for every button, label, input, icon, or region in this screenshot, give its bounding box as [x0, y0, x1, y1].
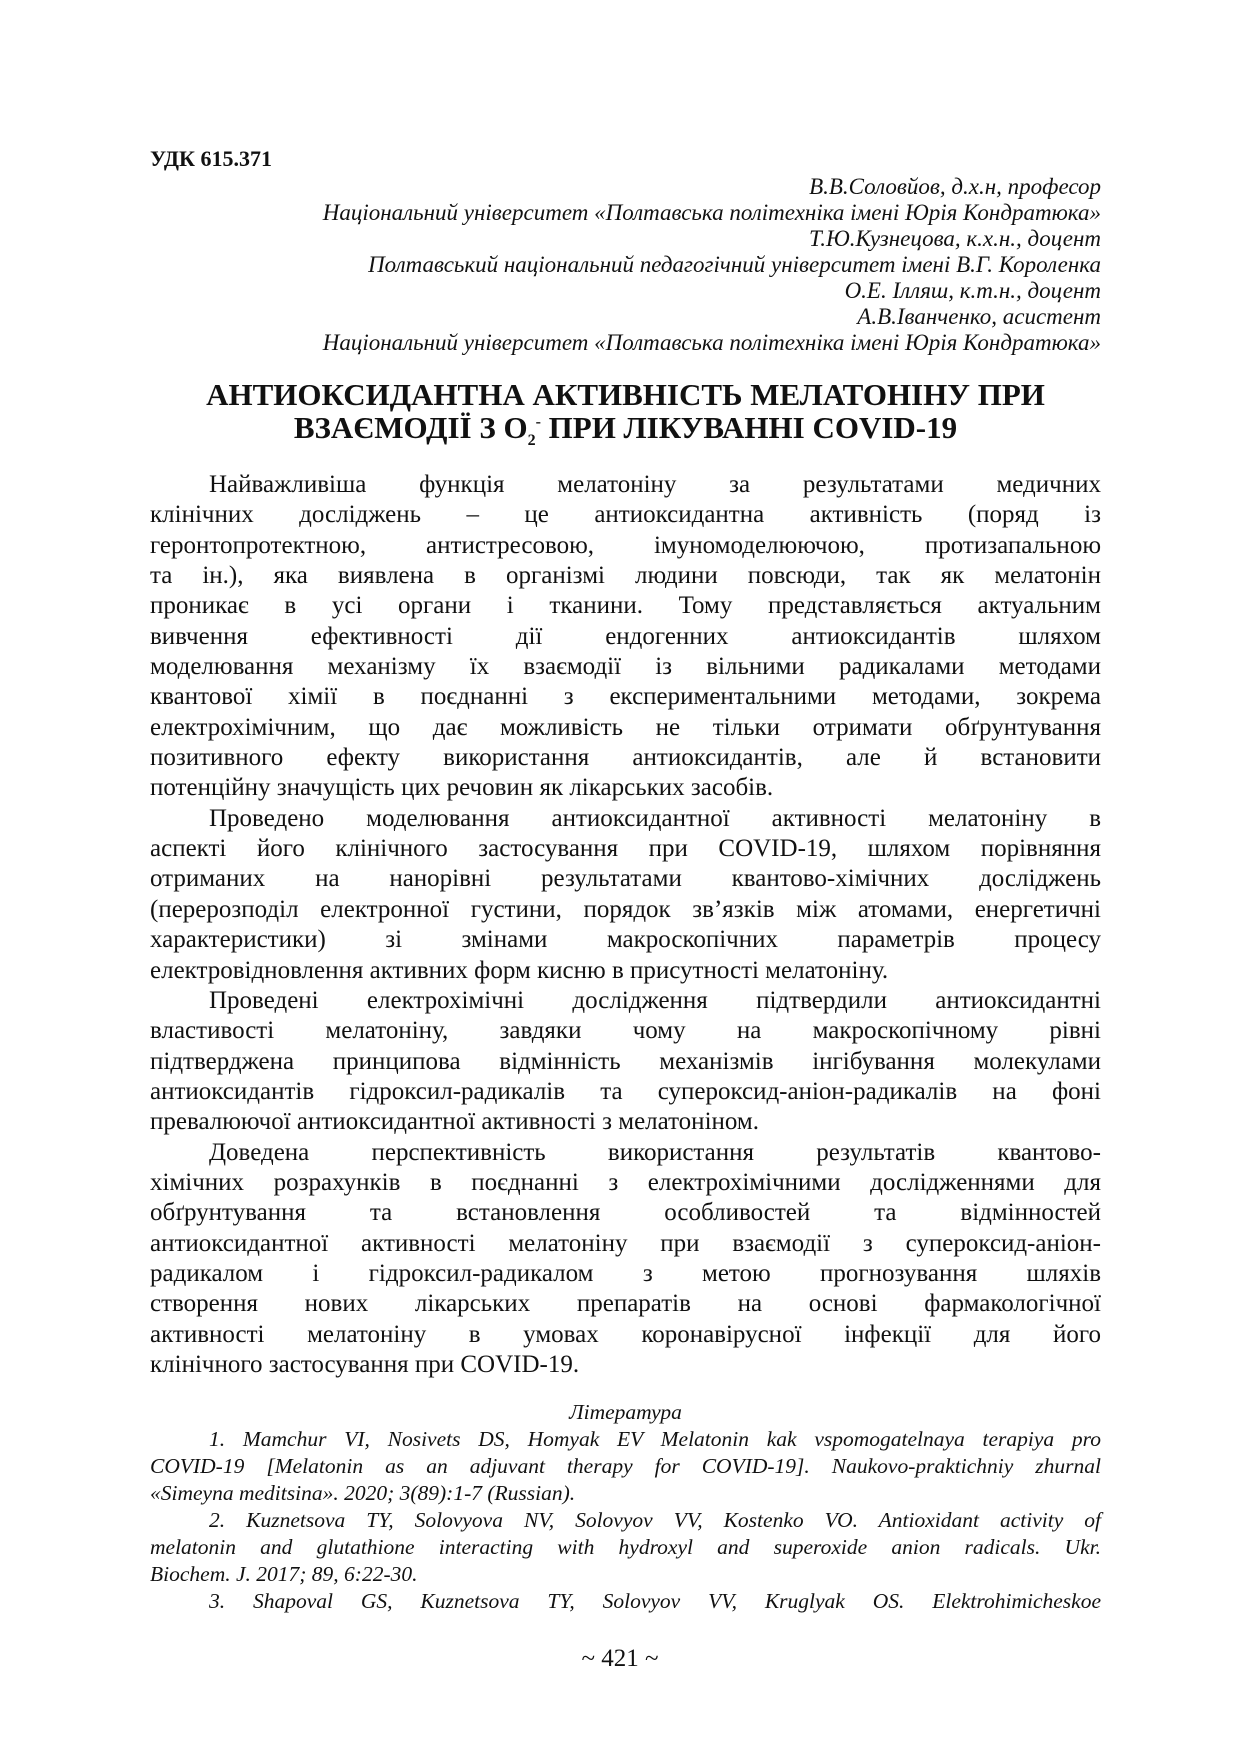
- paragraph-line: електрохімічним, що дає можливість не тільки отримати обґрунтування: [150, 713, 1101, 741]
- author-name: О.Е. Ілляш, к.т.н., доцент: [844, 278, 1101, 303]
- author-affiliation: Національний університет «Полтавська політехніка імені Юрія Кондратюка»: [322, 200, 1101, 225]
- references-section: [150, 1399, 1101, 1615]
- paragraph-line: активності мелатоніну в умовах коронавірусної інфекції для його: [150, 1320, 1101, 1348]
- paragraph-line: хімічних розрахунків в поєднанні з електрохімічними дослідженнями для: [150, 1168, 1101, 1196]
- paragraph-line: Найважливіша функція мелатоніну за результатами медичних: [209, 471, 1101, 498]
- paragraph-line: вивчення ефективності дії ендогенних антиоксидантів шляхом: [150, 622, 1101, 650]
- reference-line: 3. Shapoval GS, Kuznetsova TY, Solovyov VV, Kruglyak OS. Elektrohimicheskoe: [209, 1589, 1101, 1613]
- paragraph-line: (перерозподіл електронної густини, порядок зв’язків між атомами, енергетичні: [150, 895, 1101, 923]
- title-text: ВЗАЄМОДІЇ З O: [293, 410, 528, 445]
- title-subscript: 2: [527, 432, 536, 450]
- page-number: ~ 421 ~: [581, 1645, 659, 1672]
- paragraph-line: потенційну значущість цих речовин як лікарських засобів.: [150, 774, 774, 802]
- paragraph-line: Проведено моделювання антиоксидантної активності мелатоніну в: [209, 804, 1101, 832]
- paragraph-line: антиоксидантів гідроксил-радикалів та супероксид-аніон-радикалів на фоні: [150, 1077, 1101, 1105]
- paragraph-line: клінічного застосування при COVID-19.: [150, 1350, 580, 1378]
- title-text: ПРИ ЛІКУВАННІ COVID-19: [540, 410, 958, 445]
- paragraph-line: превалюючої антиоксидантної активності з мелатоніном.: [150, 1108, 759, 1136]
- author-name: А.В.Іванченко, асистент: [857, 304, 1101, 329]
- paragraph-line: обґрунтування та встановлення особливостей та відмінностей: [150, 1199, 1101, 1227]
- title-superscript: -: [535, 413, 541, 431]
- reference-item: [150, 1507, 1101, 1588]
- paragraph: [150, 470, 1101, 804]
- paragraph-line: клінічних досліджень – це антиоксидантна активність (поряд із: [150, 501, 1101, 529]
- paragraph-line: та ін.), яка виявлена в організмі людини повсюди, так як мелатонін: [150, 562, 1101, 590]
- author-affiliation: Національний університет «Полтавська політехніка імені Юрія Кондратюка»: [322, 330, 1101, 355]
- title-line-2: [150, 410, 1101, 450]
- paragraph-line: моделювання механізму їх взаємодії із вільними радикалами методами: [150, 653, 1101, 681]
- udc-code: УДК 615.371: [150, 146, 273, 171]
- reference-line: COVID-19 [Melatonin as an adjuvant therapy for COVID-19]. Naukovo-praktichniy zhurnal: [150, 1454, 1101, 1478]
- paragraph-line: характеристики) зі змінами макроскопічних параметрів процесу: [150, 926, 1101, 954]
- article-title: [150, 377, 1101, 450]
- authors-block: [323, 174, 1101, 356]
- paragraph-line: Доведена перспективність використання результатів квантово-: [209, 1138, 1101, 1166]
- reference-item: [150, 1426, 1101, 1507]
- paragraph-line: Проведені електрохімічні дослідження підтвердили антиоксидантні: [209, 986, 1101, 1014]
- references-heading: Література: [569, 1400, 682, 1424]
- author-name: Т.Ю.Кузнецова, к.х.н., доцент: [808, 226, 1101, 251]
- reference-line: «Simeyna meditsina». 2020; 3(89):1-7 (Russian).: [150, 1481, 576, 1505]
- article-body: [150, 470, 1101, 1380]
- reference-line: 2. Kuznetsova TY, Solovyova NV, Solovyov VV, Kostenko VO. Antioxidant activity of: [209, 1508, 1101, 1532]
- author-affiliation: Полтавський національний педагогічний університет імені В.Г. Короленка: [368, 252, 1101, 277]
- paragraph-line: квантової хімії в поєднанні з експериментальними методами, зокрема: [150, 683, 1101, 711]
- paragraph-line: проникає в усі органи і тканини. Тому представляється актуальним: [150, 592, 1101, 620]
- paragraph-line: властивості мелатоніну, завдяки чому на макроскопічному рівні: [150, 1017, 1101, 1045]
- title-line-1: АНТИОКСИДАНТНА АКТИВНІСТЬ МЕЛАТОНІНУ ПРИ: [206, 377, 1045, 412]
- paragraph: [150, 804, 1101, 986]
- paragraph-line: отриманих на нанорівні результатами квантово-хімічних досліджень: [150, 865, 1101, 893]
- paragraph-line: антиоксидантної активності мелатоніну при взаємодії з супероксид-аніон-: [150, 1229, 1101, 1257]
- paragraph-line: радикалом і гідроксил-радикалом з метою прогнозування шляхів: [150, 1259, 1101, 1287]
- paragraph-line: позитивного ефекту використання антиоксидантів, але й встановити: [150, 744, 1101, 772]
- paragraph: [150, 986, 1101, 1138]
- author-name: В.В.Соловйов, д.х.н, професор: [809, 174, 1101, 199]
- paragraph-line: створення нових лікарських препаратів на основі фармакологічної: [150, 1290, 1101, 1318]
- paragraph-line: підтверджена принципова відмінність механізмів інгібування молекулами: [150, 1047, 1101, 1075]
- paragraph-line: геронтопротектною, антистресовою, імуномоделюючою, протизапальною: [150, 531, 1101, 559]
- paragraph-line: аспекті його клінічного застосування при COVID-19, шляхом порівняння: [150, 835, 1101, 863]
- paragraph: [150, 1138, 1101, 1381]
- reference-line: 1. Mamchur VI, Nosivets DS, Homyak EV Melatonin kak vspomogatelnaya terapiya pro: [209, 1427, 1101, 1451]
- reference-line: Biochem. J. 2017; 89, 6:22-30.: [150, 1562, 418, 1586]
- reference-line: melatonin and glutathione interacting with hydroxyl and superoxide anion radicals. Ukr.: [150, 1535, 1101, 1559]
- reference-item: [150, 1588, 1101, 1615]
- paragraph-line: електровідновлення активних форм кисню в присутності мелатоніну.: [150, 956, 889, 984]
